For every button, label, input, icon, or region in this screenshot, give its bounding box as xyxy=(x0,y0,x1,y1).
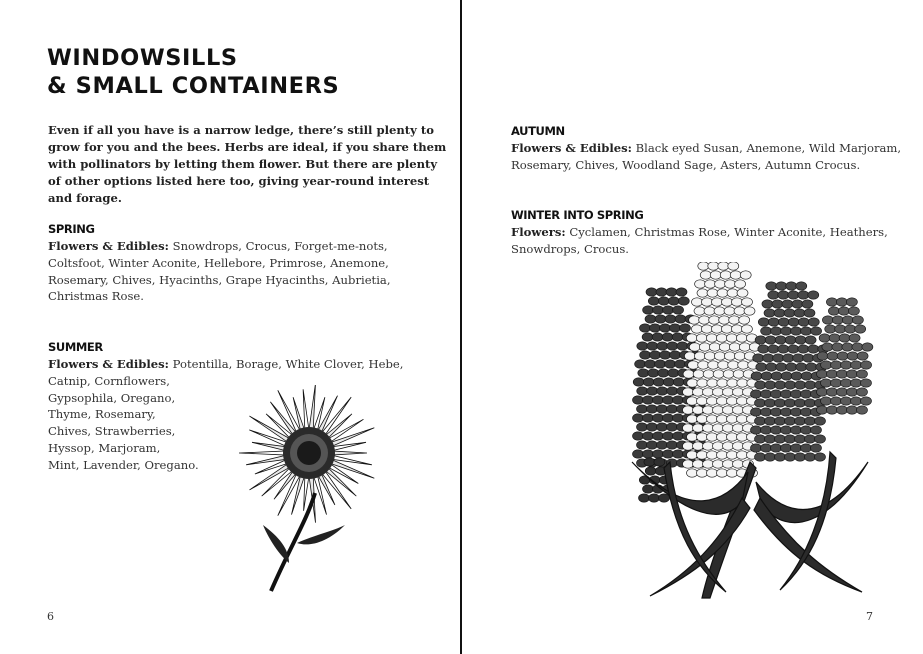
summer-label: Flowers & Edibles: xyxy=(48,357,169,371)
autumn-first-text: Black eyed Susan, Anemone, Wild Marjoram, xyxy=(631,141,902,155)
title-line-1: WINDOWSILLS xyxy=(47,45,238,71)
winter-line: Snowdrops, Crocus. xyxy=(511,241,629,256)
spring-line: Rosemary, Chives, Hyacinths, Grape Hyacinths, Aubrietia, xyxy=(48,272,391,287)
autumn-label: Flowers & Edibles: xyxy=(511,141,632,155)
summer-first-line xyxy=(48,356,403,373)
summer-first-text: Potentilla, Borage, White Clover, Hebe, xyxy=(168,357,404,371)
autumn-section xyxy=(511,123,901,174)
winter-label: Flowers: xyxy=(511,225,566,239)
autumn-first-line xyxy=(511,140,901,157)
intro-line: with pollinators by letting them flower. But there are plenty xyxy=(48,157,438,171)
daisy-illustration xyxy=(205,385,410,600)
title-line-2: & SMALL CONTAINERS xyxy=(47,73,340,99)
spring-section xyxy=(48,221,391,305)
left-page xyxy=(0,0,460,654)
spring-heading: SPRING xyxy=(48,222,95,236)
summer-line: Catnip, Cornflowers, xyxy=(48,373,170,388)
intro-paragraph xyxy=(48,122,447,207)
summer-line: Hyssop, Marjoram, xyxy=(48,440,161,455)
winter-first-line xyxy=(511,224,888,241)
intro-line: grow for you and the bees. Herbs are ideal, if you share them xyxy=(48,140,447,154)
page-number-left: 6 xyxy=(47,610,54,623)
spring-line: Christmas Rose. xyxy=(48,289,144,304)
summer-line: Chives, Strawberries, xyxy=(48,424,176,439)
summer-line: Mint, Lavender, Oregano. xyxy=(48,457,199,472)
autumn-heading: AUTUMN xyxy=(511,124,565,138)
autumn-line: Rosemary, Chives, Woodland Sage, Asters, Autumn Crocus. xyxy=(511,157,861,172)
page-number-right: 7 xyxy=(866,610,873,623)
right-page xyxy=(462,0,923,654)
spring-first-text: Snowdrops, Crocus, Forget-me-nots, xyxy=(168,239,388,253)
spring-label: Flowers & Edibles: xyxy=(48,239,169,253)
winter-heading: WINTER INTO SPRING xyxy=(511,208,644,222)
summer-line: Gypsophila, Oregano, xyxy=(48,390,176,405)
summer-line: Thyme, Rosemary, xyxy=(48,407,156,422)
winter-section xyxy=(511,207,888,258)
intro-line: and forage. xyxy=(48,191,122,205)
winter-first-text: Cyclamen, Christmas Rose, Winter Aconite, Heathers, xyxy=(565,225,888,239)
spring-line: Coltsfoot, Winter Aconite, Hellebore, Primrose, Anemone, xyxy=(48,255,389,270)
spring-first-line xyxy=(48,238,391,255)
intro-line: of other options listed here too, giving year-round interest xyxy=(48,174,430,188)
summer-heading: SUMMER xyxy=(48,340,103,354)
page-title xyxy=(47,44,339,100)
hyacinth-illustration xyxy=(630,262,875,600)
intro-line: Even if all you have is a narrow ledge, there’s still plenty to xyxy=(48,123,435,137)
